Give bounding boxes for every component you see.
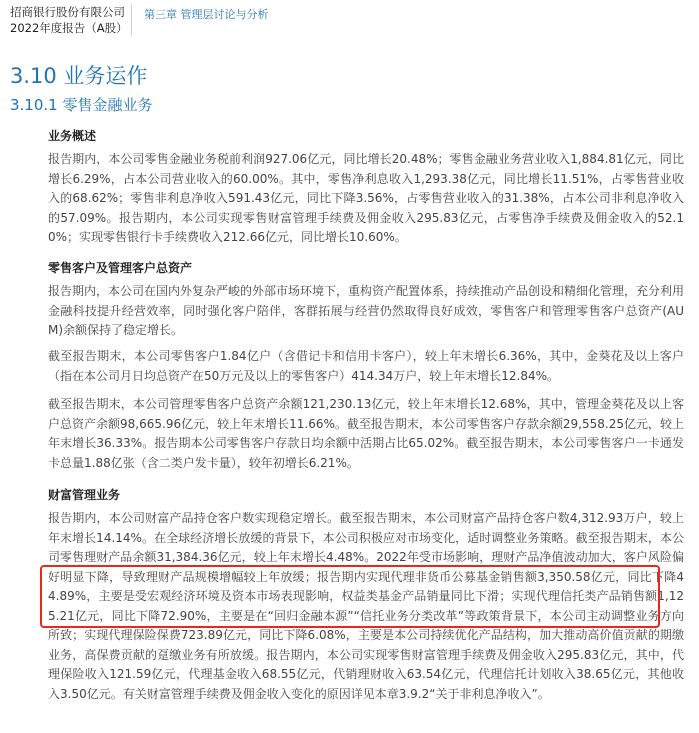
wealth-heading: 财富管理业务 bbox=[48, 488, 121, 502]
company-name: 招商银行股份有限公司 bbox=[10, 5, 125, 19]
chapter-title: 第三章 管理层讨论与分析 bbox=[144, 8, 269, 21]
customers-heading: 零售客户及管理客户总资产 bbox=[48, 261, 193, 275]
overview-heading: 业务概述 bbox=[48, 129, 97, 143]
wealth-paragraph: 报告期内，本公司财富产品持仓客户数实现稳定增长。截至报告期末，本公司财富产品持仓客户数4,312.93万户，较上年末增长14.14%。在全球经济增长放缓的背景下，本公司积极应对市场变化，适时调整业务策略。截至报告期末，本公司零售理财产品余额31,384.36亿元，较上年末增长4.48%。2022年受市场影响，理财产品净值波动加大，客户风险偏好明显下降，导致理财产品规模增幅较上年放缓；报告期内实现代理非货币公募基金销售额3,350.58亿元，同比下降44.89%，主要是受宏观经济环境及资本市场表现影响，权益类基金产品销量同比下滑；实现代理信托类产品销售额1,125.21亿元，同比下降72.90%，主要是在“回归金融本源”“信托业务分类改革”等政策背景下，本公司主动调整业务方向所致；实现代理保险保费723.89亿元，同比下降6.08%，主要是本公司持续优化产品结构，加大推动高价值贡献的期缴业务，高保费贡献的趸缴业务有所放缓。报告期内，本公司实现零售财富管理手续费及佣金收入295.83亿元，其中，代理保险收入121.59亿元，代理基金收入68.55亿元，代销理财收入63.54亿元，代理信托计划收入38.65亿元，其他收入3.50亿元。有关财富管理手续费及佣金收入变化的原因详见本章3.9.2“关于非利息净收入”。 bbox=[48, 511, 684, 701]
overview-paragraph: 报告期内，本公司零售金融业务税前利润927.06亿元，同比增长20.48%；零售金融业务营业收入1,884.81亿元，同比增长6.29%，占本公司营业收入的60.00%。其中，零售净利息收入1,293.38亿元，同比增长11.51%，占零售营业收入的68.62%；零售非利息净收入591.43亿元，同比下降3.56%，占零售营业收入的31.38%，占本公司非利息净收入的57.09%。报告期内，本公司实现零售财富管理手续费及佣金收入295.83亿元，占零售净手续费及佣金收入的52.10%；实现零售银行卡手续费收入212.66亿元，同比增长10.60%。 bbox=[48, 152, 684, 244]
customers-paragraph-2: 截至报告期末，本公司零售客户1.84亿户（含借记卡和信用卡客户），较上年末增长6.36%，其中，金葵花及以上客户（指在本公司月日均总资产在50万元及以上的零售客户）414.34万户，较上年末增长12.84%。 bbox=[48, 349, 684, 383]
section-title: 3.10 业务运作 bbox=[10, 64, 148, 88]
header-divider bbox=[131, 4, 132, 36]
customers-paragraph-1: 报告期内，本公司在国内外复杂严峻的外部市场环境下，重构资产配置体系，持续推动产品创设和精细化管理，充分利用金融科技提升经营效率，同时强化客户陪伴，客群拓展与经营仍然取得良好成效，零售客户和管理零售客户总资产(AUM)余额保持了稳定增长。 bbox=[48, 284, 685, 337]
report-name: 2022年度报告（A股） bbox=[10, 21, 128, 35]
customers-paragraph-3: 截至报告期末，本公司管理零售客户总资产余额121,230.13亿元，较上年末增长12.68%，其中，管理金葵花及以上客户总资产余额98,665.96亿元，较上年末增长11.66%。截至报告期末，本公司零售客户存款余额29,558.25亿元，较上年末增长36.33%。报告期本公司零售客户存款日均余额中活期占比65.02%。截至报告期末，本公司零售客户一卡通发卡总量1.88亿张（含二类户发卡量），较年初增长6.21%。 bbox=[48, 397, 684, 470]
report-header bbox=[10, 4, 128, 36]
highlight-box bbox=[40, 565, 660, 628]
subsection-title: 3.10.1 零售金融业务 bbox=[10, 96, 153, 114]
